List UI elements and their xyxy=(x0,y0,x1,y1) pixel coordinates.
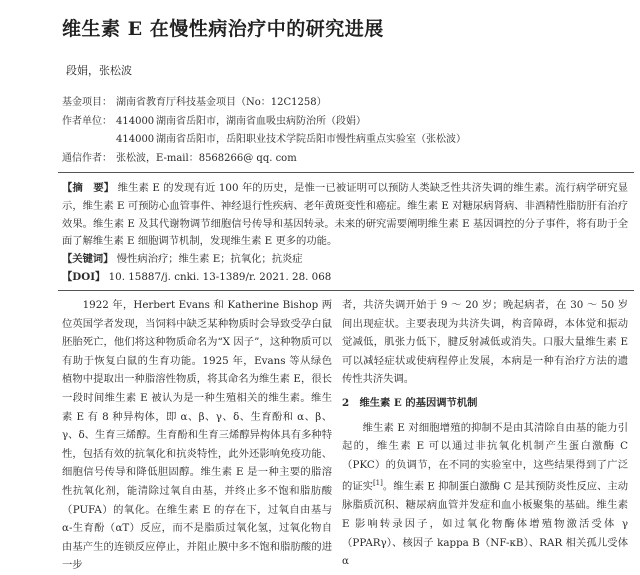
paper-title: 维生素 E 在慢性病治疗中的研究进展 xyxy=(62,18,384,40)
right-column xyxy=(342,296,628,571)
unit-1-value: 湖南省岳阳市，湖南省血吸虫病防治所（段娟） xyxy=(156,115,366,127)
article-metadata xyxy=(62,94,466,168)
keywords-line xyxy=(62,251,628,269)
unit-2-value: 湖南省岳阳市，岳阳职业技术学院岳阳市慢性病重点实验室（张松波） xyxy=(156,134,466,145)
abstract-text: 维生素 E 的发现有近 100 年的历史，是惟一已被证明可以预防人类缺乏性共济失调的维生素。流行病学研究显示，维生素 E 可预防心血管事件、神经退行性疾病、老年黄斑变性和癌症。维生素 E 对糖尿病肾病、非酒精性脂肪肝有治疗效果。维生素 E 及其代谢物调节细胞信号传导和基因转录。未来的研究需要阐明维生素 E 基因调控的分子事件，将有助于全面了解维生素 E 细胞调节机制，发现维生素 E 更多的功能。 xyxy=(62,182,629,248)
unit-row-2 xyxy=(62,131,466,150)
fund-row xyxy=(62,94,466,113)
contact-value: 张松波，E-mail：8568266@ qq. com xyxy=(116,152,297,164)
body-paragraph-continued: 者，共济失调开始于 9 ～ 20 岁；晚起病者，在 30 ～ 50 岁间出现症状。主要表现为共济失调，构音障碍，本体觉和振动觉减低，肌张力低下，腱反射减低或消失。口服大量维生素 E 可以减轻症状或使病程停止发展，本病是一种有治疗方法的遗传性共济失调。 xyxy=(342,299,628,386)
paper-authors: 段娟，张松波 xyxy=(66,64,132,77)
paragraph-2-text-b: 。维生素 E 抑制蛋白激酶 C 是其预防炎性反应、主动脉脂质沉积、糖尿病血管并发症和血小板聚集的基础。维生素 E 影响转录因子，如过氧化物酶体增殖物激活受体 γ（PPARγ）、核因子 kappa B（NF-κB）、RAR 相关孤儿受体 α xyxy=(342,480,629,568)
fund-label: 基金项目： xyxy=(62,97,112,108)
unit-label: 作者单位： xyxy=(62,115,112,127)
contact-label: 通信作者： xyxy=(62,152,112,164)
citation-ref: [1] xyxy=(372,479,383,488)
unit-row-1 xyxy=(62,113,466,132)
keywords-text: 慢性病治疗；维生素 E；抗氧化；抗炎症 xyxy=(116,253,303,266)
body-paragraph-1: 1922 年，Herbert Evans 和 Katherine Bishop 两位英国学者发现，当饲料中缺乏某种物质时会导致受孕白鼠胚胎死亡，他们将这种物质命名为“X 因子”，这种物质可以有助于恢复白鼠的生育功能。1925 年，Evans 等从绿色植物中提取出一种脂溶性物质，将其命名为维生素 E，很长一段时间维生素 E 被认为是一种生殖相关的维生素。维生素 E 有 8 种异构体，即 α、β、γ、δ、生育酚和 α、β、γ、δ、生育三烯醇。生育酚和生育三烯醇异构体具有多种特性，包括有效的抗氧化和抗炎特性，此外还影响免疫功能、细胞信号传导和降低胆固醇。维生素 E 是一种主要的脂溶性抗氧化剂，能清除过氧自由基，并终止多不饱和脂肪酸（PUFA）的氧化。在维生素 E 的存在下，过氧自由基与 α-生育酚（αT）反应，而不是脂质过氧化氢，过氧化物自由基产生的连锁反应停止，并阻止膜中多不饱和脂肪酸的进一步 xyxy=(62,299,332,572)
top-rule xyxy=(58,172,634,173)
postcode-2: 414000 xyxy=(116,134,155,145)
abstract-block xyxy=(62,180,628,287)
doi-text: 10. 15887/j. cnki. 13-1389/r. 2021. 28. 068 xyxy=(108,270,332,283)
keywords-label: 【关键词】 xyxy=(62,253,114,266)
section-heading-2: 2 维生素 E 的基因调节机制 xyxy=(342,396,478,409)
abstract-paragraph xyxy=(62,180,628,251)
doi-line xyxy=(62,269,628,287)
fund-value: 湖南省教育厅科技基金项目（No：12C1258） xyxy=(116,97,327,108)
bottom-rule xyxy=(58,290,634,291)
contact-row xyxy=(62,150,466,169)
body-paragraph-2 xyxy=(342,419,628,571)
doi-label: 【DOI】 xyxy=(62,270,106,283)
abstract-label: 【摘 要】 xyxy=(62,182,115,194)
left-column xyxy=(62,296,332,575)
postcode-1: 414000 xyxy=(116,115,155,127)
paragraph-2-text-a: 维生素 E 对细胞增殖的抑制不是由其清除自由基的能力引起的，维生素 E 可以通过非抗氧化机制产生蛋白激酶 C（PKC）的负调节，在不同的实验室中，这些结果得到了广泛的证实 xyxy=(342,421,628,493)
